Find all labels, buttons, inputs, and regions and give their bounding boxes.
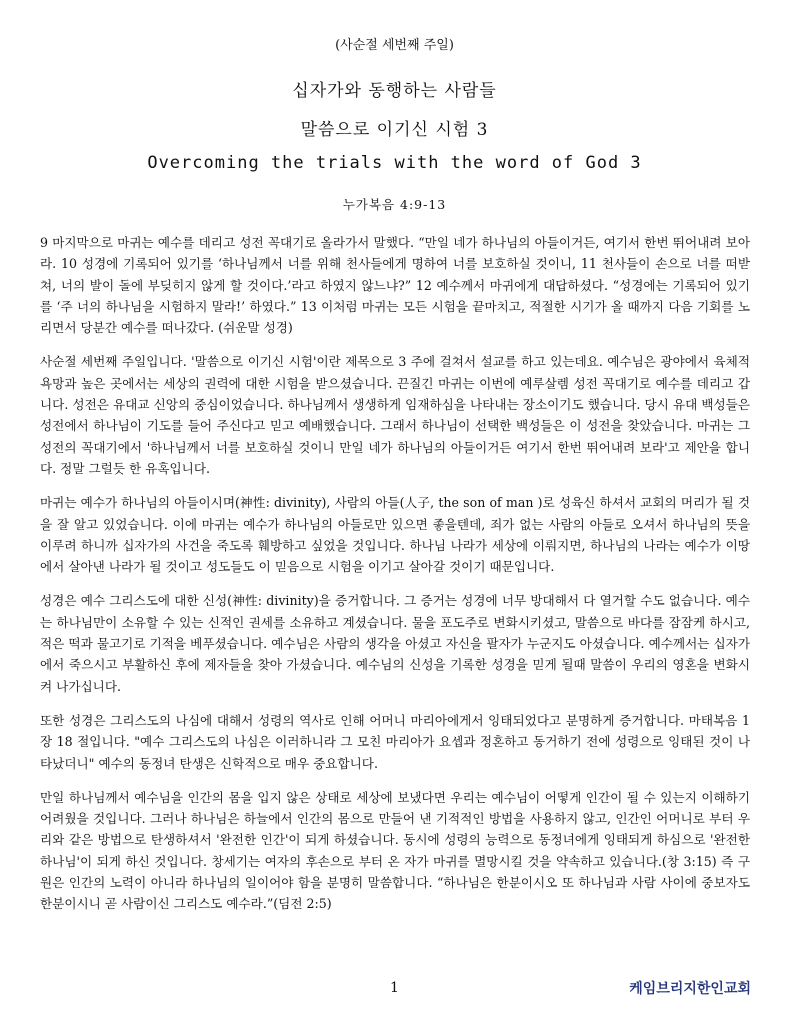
- church-name: 케임브리지한인교회: [629, 981, 751, 997]
- page-number: 1: [390, 980, 399, 996]
- body-paragraph: 만일 하나님께서 예수님을 인간의 몸을 입지 않은 상태로 세상에 보냈다면 우리는 예수님이 어떻게 인간이 될 수 있는지 이해하기 어려웠을 것입니다. 그러나 하나님은 하늘에서 인간의 몸으로 만들어 낸 기적적인 방법을 사용하지 않고, 인간인 어머니로 부터 우리와 같은 방법으로 탄생하셔서 '완전한 인간'이 되게 하셨습니다. 동시에 성령의 능력으로 동정녀에게 잉태되게 하심으로 '완전한 하나님'이 되게 하신 것입니다. 창세기는 여자의 후손으로 부터 온 자가 마귀를 멸망시킬 것을 약속하고 있습니다.(창 3:15) 즉 구원은 인간의 노력이 아니라 하나님의 일이어야 함을 분명히 말씀합니다. “하나님은 한분이시오 또 하나님과 사람 사이에 중보자도 한분이시니 곧 사람이신 그리스도 예수라.”(딤전 2:5): [40, 789, 750, 912]
- sermon-title: 말씀으로 이기신 시험 3: [300, 120, 489, 140]
- body-paragraph: 또한 성경은 그리스도의 나심에 대해서 성령의 역사로 인해 어머니 마리아에게서 잉태되었다고 분명하게 증거합니다. 마태복음 1 장 18 절입니다. "예수 그리스도의 나심은 이러하니라 그 모친 마리아가 요셉과 정혼하고 동거하기 전에 성령으로 잉태된 것이 나타났더니" 예수의 동정녀 탄생은 신학적으로 매우 중요합니다.: [40, 712, 750, 771]
- series-title: 십자가와 동행하는 사람들: [292, 81, 497, 101]
- scripture-reference: 누가복음 4:9-13: [342, 197, 447, 212]
- body-paragraph: 마귀는 예수가 하나님의 아들이시며(神性: divinity), 사람의 아들(人子, the son of man )로 성육신 하셔서 교회의 머리가 될 것을 잘 알고 있었습니다. 이에 마귀는 예수가 하나님의 아들로만 있으면 좋을텐데, 죄가 없는 사람의 아들로 오셔서 하나님의 뜻을 이루려 하니까 십자가의 사건을 죽도록 훼방하고 싶었을 것입니다. 하나님 나라가 세상에 이뤄지면, 하나님의 나라는 예수가 이땅에서 살아낸 나라가 될 것이고 성도들도 이 믿음으로 시험을 이기고 살아갈 것이기 때문입니다.: [40, 495, 750, 575]
- scripture-passage: 9 마지막으로 마귀는 예수를 데리고 성전 꼭대기로 올라가서 말했다. “만일 네가 하나님의 아들이거든, 여기서 한번 뛰어내려 보아라. 10 성경에 기록되어 있기를 ‘하나님께서 너를 위해 천사들에게 명하여 너를 보호하실 것이니, 11 천사들이 손으로 너를 떠받쳐, 너의 발이 돌에 부딪히지 않게 할 것이다.’라고 하였지 않느냐?” 12 예수께서 마귀에게 대답하셨다. “성경에는 기록되어 있기를 ‘주 너의 하나님을 시험하지 말라!’ 하였다.” 13 이처럼 마귀는 모든 시험을 끝마치고, 적절한 시기가 올 때까지 다음 기회를 노리면서 당분간 예수를 떠나갔다. (쉬운말 성경): [40, 235, 750, 336]
- body-paragraph: 성경은 예수 그리스도에 대한 신성(神性: divinity)을 증거합니다. 그 증거는 성경에 너무 방대해서 다 열거할 수도 없습니다. 예수는 하나님만이 소유할 수 있는 신적인 권세를 소유하고 계셨습니다. 물을 포도주로 변화시키셨고, 말씀으로 바다를 잠잠케 하시고, 적은 떡과 물고기로 기적을 베푸셨습니다. 예수님은 사람의 생각을 아셨고 자신을 팔자가 누군지도 아셨습니다. 예수께서는 십자가에서 죽으시고 부활하신 후에 제자들을 찾아 가셨습니다. 예수님의 신성을 기록한 성경을 믿게 될때 말씀이 우리의 영혼을 변화시켜 나가십니다.: [40, 593, 750, 694]
- body-paragraph: 사순절 세번째 주일입니다. '말씀으로 이기신 시험'이란 제목으로 3 주에 걸쳐서 설교를 하고 있는데요. 예수님은 광야에서 육체적 욕망과 높은 곳에서는 세상의 권력에 대한 시험을 받으셨습니다. 끈질긴 마귀는 이번에 예루살렘 성전 꼭대기로 예수를 데리고 갑니다. 성전은 유대교 신앙의 중심이었습니다. 하나님께서 생생하게 임재하심을 나타내는 장소이기도 했습니다. 당시 유대 백성들은 성전에서 하나님이 기도를 들어 주신다고 믿고 예배했습니다. 그래서 하나님이 선택한 백성들은 이 성전을 찾았습니다. 마귀는 그 성전의 꼭대기에서 '하나님께서 너를 보호하실 것이니 만일 네가 하나님의 아들이거든 여기서 한번 뛰어내려 보라'고 제안을 합니다. 정말 그럴듯 한 유혹입니다.: [40, 354, 750, 476]
- liturgical-season: (사순절 세번째 주일): [335, 38, 454, 53]
- sermon-body: [40, 232, 750, 928]
- english-title: Overcoming the trials with the word of God 3: [147, 153, 642, 173]
